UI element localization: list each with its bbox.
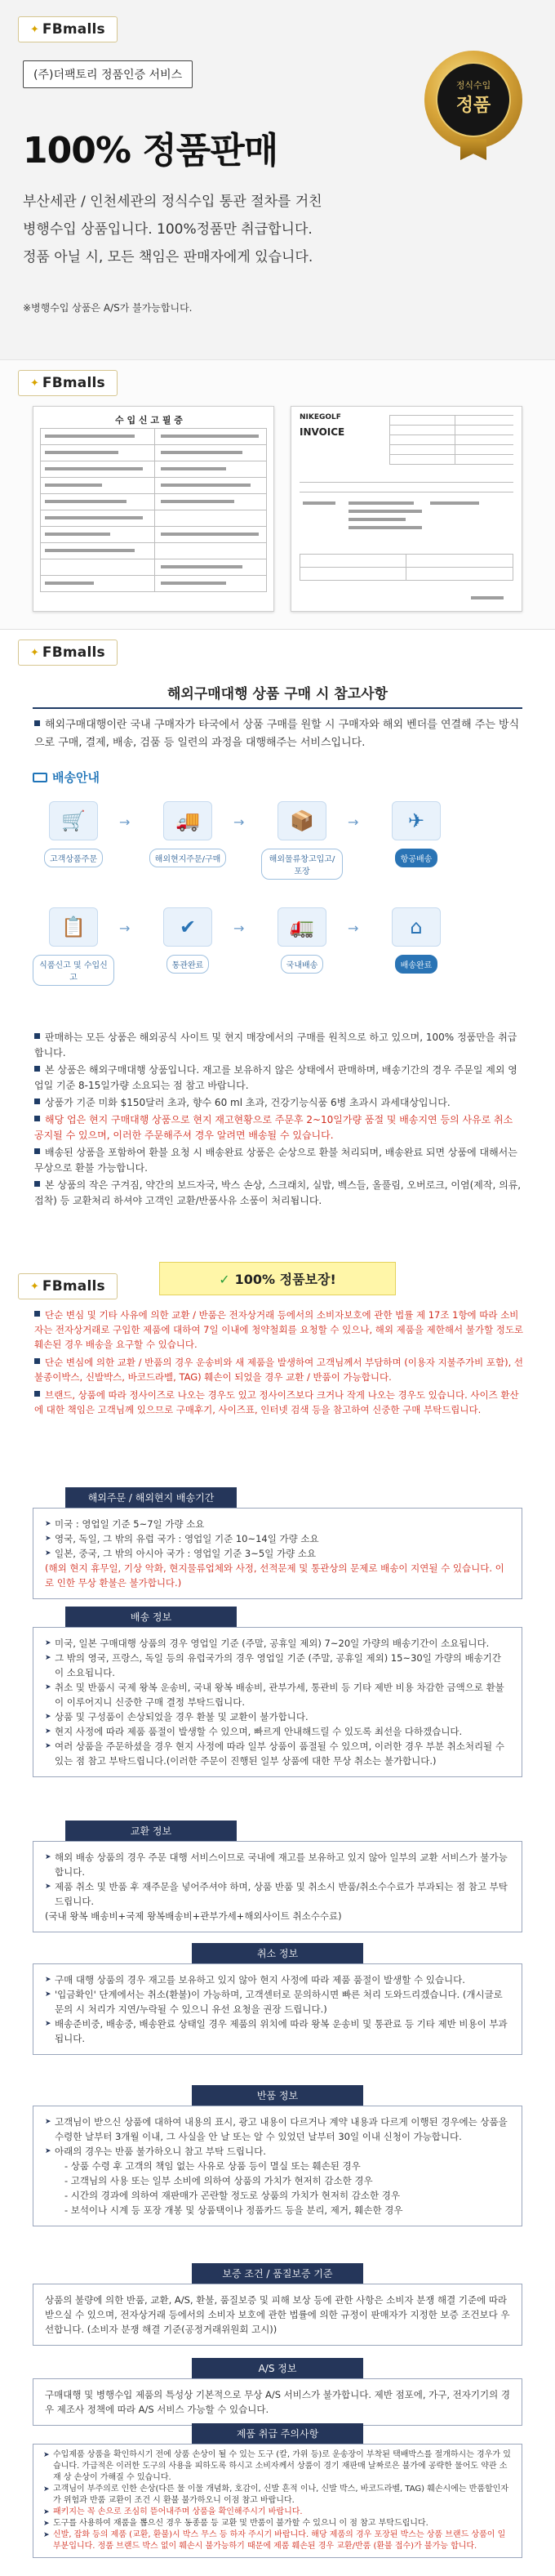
doc-title: 수 입 신 고 필 증 <box>115 415 183 426</box>
logo-text: FBmalls <box>42 21 105 38</box>
customs-icon: 📋 <box>49 907 98 947</box>
cart-icon: 🛒 <box>49 801 98 840</box>
box-sub-line: - 보석이나 시계 등 포장 개봉 및 상품택이나 정품카드 등을 분리, 제거, 훼손한 경우 <box>64 2204 403 2216</box>
shipping-flow: 🛒 고객상품주문 → 🚚 해외현지주문/구매 → 📦 해외물류창고입고/포장 → ✈ 항공배송 📋 식품신고 및 수입신고 → ✔ 통관완료 → 🚛 국내배송 → ⌂ 배송완료 <box>33 801 522 1014</box>
box-text: 구매대행 및 병행수입 제품의 특성상 기본적으로 무상 A/S 서비스가 불가합니다. 제반 점포에, 가구, 전자기기의 경우 제조사 정책에 따라 A/S 서비스 가능할 수 있습니다. <box>33 2378 522 2426</box>
flow-step <box>261 801 343 880</box>
box-sub-line: - 시간의 경과에 의하여 재판매가 곤란할 정도로 상품의 가치가 현저히 감소한 경우 <box>64 2190 400 2201</box>
box-line: ➤ 취소 및 반품시 국제 왕복 운송비, 국내 왕복 배송비, 관부가세, 통관비 등 기타 제반 비용 차감한 금액으로 환불이 이루어지니 신중한 구매 결정 부탁드립니다. <box>45 1680 510 1709</box>
flow-step <box>33 907 114 986</box>
domestic-truck-icon: 🚛 <box>278 907 326 947</box>
description <box>23 188 464 271</box>
cancel-info-box <box>33 1943 522 2055</box>
box-line: ➤ 패키지는 꼭 손으로 조심히 뜯어내주며 상품을 확인해주시기 바랍니다. <box>43 2507 512 2518</box>
box-line: ➤ 일본, 중국, 그 밖의 아시아 국가 : 영업일 기준 3~5일 가량 소요 <box>45 1546 510 1561</box>
flow-step-label: 식품신고 및 수입신고 <box>33 955 114 986</box>
genuine-seal-icon <box>424 51 522 149</box>
logo-text: FBmalls <box>42 1278 105 1295</box>
flow-step <box>147 801 229 867</box>
flow-step-label: 항공배송 <box>395 849 438 867</box>
desc-line: 병행수입 상품입니다. 100%정품만 취급합니다. <box>23 221 313 238</box>
star-icon: ✦ <box>30 1280 39 1293</box>
box-title: 해외주문 / 해외현지 배송기간 <box>65 1487 237 1508</box>
box-line: ➤ 현지 사정에 따라 제품 품절이 발생할 수 있으며, 빠르게 안내해드릴 수 있도록 최선을 다하겠습니다. <box>45 1724 510 1739</box>
home-icon: ⌂ <box>392 907 441 947</box>
note-item: 본 상품의 작은 구겨짐, 약간의 보드자국, 박스 손상, 스크래치, 실밥, 벡스들, 올풀림, 오버로크, 이염(제작, 의류, 접착) 등 교환처리 하셔야 고객인 교환/반품사유 소품이 처리됩니다. <box>34 1179 522 1206</box>
overseas-purchase-notice-section <box>0 629 555 2576</box>
box-line: ➤ 도구를 사용하여 재품을 뽑으신 경우 동종품 등 교환 및 반품이 불가할 수 있으니 이 점 참고 부탁드립니다. <box>43 2518 512 2529</box>
box-line: ➤ 해외 배송 상품의 경우 주문 대행 서비스이므로 국내에 재고를 보유하고 있지 않아 일부의 교환 서비스가 불가능합니다. <box>45 1850 510 1879</box>
brand-logo <box>18 370 118 396</box>
genuine-sale-section <box>0 0 555 359</box>
box-line: ➤ 제품 취소 및 반품 후 재주문을 넣어주셔야 하며, 상품 반품 및 취소시 반품/취소수수료가 부과되는 점 참고 부탁드립니다. <box>45 1879 510 1909</box>
import-documents-section <box>0 359 555 629</box>
box-sub-line: - 고객님의 사용 또는 일부 소비에 의하여 상품의 가치가 현저히 감소한 경우 <box>64 2175 373 2186</box>
note-item: 배송된 상품을 포함하여 환불 요청 시 배송완료 상품은 순상으로 환불 처리되며, 배송완료 되면 상품에 대해서는 무상으로 환불 가능합니다. <box>34 1147 517 1174</box>
invoice-document <box>291 406 522 612</box>
check-icon: ✓ <box>219 1272 230 1287</box>
plane-icon: ✈ <box>392 801 441 840</box>
box-line: ➤ 수입제품 상품을 확인하시기 전에 상품 손상이 될 수 있는 도구 (칼, 가위 등)로 운송장이 부착된 택배박스를 절개하시는 경우가 있습니다. 가급적은 이러한 도구의 사용을 피하도록 하시고 소비자께서 상품이 경기 재판매 날짜로은 불가에 공략한 물어도 약관 소재 상 손상이 가해질 수 있습니다. <box>43 2449 512 2484</box>
genuine-guarantee-badge <box>159 1262 396 1295</box>
box-line: ➤ 그 밖의 영국, 프랑스, 독일 등의 유럽국가의 경우 영업일 기준 (주말, 공휴일 제외) 15~30일 가량의 배송기간이 소요됩니다. <box>45 1651 510 1680</box>
handling-precautions-box <box>33 2423 522 2558</box>
seal-top-text: 정식수입 <box>455 80 491 91</box>
flow-title-text: 배송안내 <box>52 770 100 785</box>
brand-logo <box>18 16 118 42</box>
box-line: ➤ 미국 : 영업일 기준 5~7일 가량 소요 <box>45 1517 510 1531</box>
note-item: 해당 업은 현지 구매대행 상품으로 현지 재고현황으로 주문후 2~10일가량 품절 및 배송지연 등의 사유로 취소 공지될 수 있으며, 이러한 주문해주셔 경우 알려면 배송될 수 있습니다. <box>34 1114 513 1141</box>
box-title: 보증 조건 / 품질보증 기준 <box>192 2263 363 2284</box>
box-line: ➤ 배송준비중, 배송중, 배송완료 상태일 경우 제품의 위치에 따라 왕복 운송비 및 통관료 등 기타 제반 비용이 부과됩니다. <box>45 2017 510 2046</box>
box-sub-line: - 상품 수령 후 고객의 책임 없는 사유로 상품 등이 멸실 또는 훼손된 경우 <box>64 2160 361 2172</box>
box-title: 반품 정보 <box>192 2085 363 2106</box>
logo-text: FBmalls <box>42 375 105 391</box>
notice-heading: 해외구매대행 상품 구매 시 참고사항 <box>33 682 522 709</box>
service-label: (주)더팩토리 정품인증 서비스 <box>23 60 193 88</box>
flow-step-label: 고객상품주문 <box>44 849 103 867</box>
box-line: ➤ 구매 대행 상품의 경우 재고를 보유하고 있지 않아 현지 사정에 따라 제품 품절이 발생할 수 있습니다. <box>45 1972 510 1987</box>
flow-step-label: 해외현지주문/구매 <box>149 849 227 867</box>
box-red-note: (해외 현지 휴무일, 기상 악화, 현지물류업체와 사정, 선적문제 및 통관상의 문제로 배송이 지연될 수 있습니다. 이로 인한 무상 환불은 불가합니다.) <box>45 1562 504 1589</box>
doc-title: INVOICE <box>300 426 345 438</box>
box-line: ➤ 고객님이 부주의로 인한 손상(다른 물 이물 개념화, 호감이, 신발 흔적 이나, 신발 박스, 바코드라벨, TAG) 훼손시에는 반품할인자가 위험과 반품 교환이 조건 시 환불 불가하오니 이점 참고 바랍니다. <box>43 2484 512 2507</box>
star-icon: ✦ <box>30 377 39 390</box>
import-declaration-document <box>33 406 274 612</box>
notice-intro <box>34 716 521 752</box>
delivery-info-box <box>33 1607 522 1777</box>
truck-icon <box>33 773 47 782</box>
flow-step <box>33 801 114 867</box>
warning-item: 단순 변심 및 기타 사유에 의한 교환 / 반품은 전자상거래 등에서의 소비자보호에 관한 법률 제 17조 1항에 따라 소비자는 전자상거래로 구입한 제품에 대하여 7일 이내에 청약철회를 요청할 수 있으나, 해외 제품을 제한해서 불가할 정도로 훼손된 경우 배송을 요구할 수 있습니다. <box>34 1309 524 1350</box>
as-note: ※병행수입 상품은 A/S가 불가능합니다. <box>23 302 193 314</box>
logo-text: FBmalls <box>42 644 105 661</box>
flow-step <box>375 907 457 974</box>
purchase-notes <box>34 1030 524 1210</box>
box-line: ➤ 고객님이 받으신 상품에 대하여 내용의 표시, 광고 내용이 다르거나 계약 내용과 다르게 이행된 경우에는 상품을 수령한 날부터 3개월 이내, 그 사실을 안 날 또는 알 수 있었던 날부터 30일 이내 신청이 가능합니다. <box>45 2115 510 2144</box>
flow-step <box>147 907 229 974</box>
warning-item: 브랜드, 상품에 따라 정사이즈로 나오는 경우도 있고 정사이즈보다 크거나 작게 나오는 경우도 있습니다. 사이즈 환산에 대한 책임은 고객님께 있으므로 구매후기, 사이즈표, 인터넷 검색 등을 참고하여 신중한 구매 부탁드립니다. <box>34 1389 519 1415</box>
exchange-warning-notes <box>34 1308 524 1420</box>
star-icon: ✦ <box>30 23 39 36</box>
desc-line: 정품 아닐 시, 모든 책임은 판매자에게 있습니다. <box>23 249 313 265</box>
box-line: ➤ 아래의 경우는 반품 불가하오니 참고 부탁 드립니다. <box>45 2144 510 2159</box>
return-info-box <box>33 2085 522 2226</box>
box-line: ➤ 신발, 잡화 등의 제품 (교환, 환불)시 박스 무스 등 하자 주시기 바랍니다. 해당 제품의 경우 포장된 박스는 상품 브랜드 상품이 일부분입니다. 정품 브랜드 박스 없이 훼손시 불가능하기 때문에 제품 훼손된 경우 교환/반품 (환불 접수)가 불가능 합니다. <box>43 2529 512 2552</box>
brand-logo <box>18 640 118 666</box>
seal-main-text: 정품 <box>455 96 491 116</box>
desc-line: 부산세관 / 인천세관의 정식수입 통관 절차를 거친 <box>23 194 322 210</box>
box-title: 교환 정보 <box>65 1821 237 1841</box>
box-title: A/S 정보 <box>192 2358 363 2378</box>
shipping-period-box <box>33 1487 522 1599</box>
box-line: ➤ 미국, 일본 구매대행 상품의 경우 영업일 기준 (주말, 공휴일 제외) 7~20일 가량의 배송기간이 소요됩니다. <box>45 1636 510 1651</box>
box-title: 제품 취급 주의사항 <box>192 2423 363 2444</box>
flow-step <box>261 907 343 974</box>
clearance-icon: ✔ <box>163 907 212 947</box>
bullet-icon <box>34 720 40 726</box>
intro-text: 해외구매대행이란 국내 구매자가 타국에서 상품 구매를 원할 시 구매자와 해외 벤더를 연결해 주는 방식으로 구매, 결제, 배송, 검품 등 일련의 과정을 대행해주는 서비스입니다. <box>34 719 520 749</box>
note-item: 본 상품은 해외구매대행 상품입니다. 재고를 보유하지 않은 상태에서 판매하며, 배송기간의 경우 주문일 제외 영업일 기준 8-15일가량 소요되는 점 참고 바랍니다. <box>34 1064 517 1091</box>
star-icon: ✦ <box>30 646 39 659</box>
box-sub: (국내 왕복 배송비+국제 왕복배송비+관부가세+해외사이트 취소수수료) <box>45 1910 342 1922</box>
box-title: 배송 정보 <box>65 1607 237 1627</box>
shipping-guide-title <box>33 769 100 786</box>
flow-step-label: 통관완료 <box>166 955 210 974</box>
brand-logo <box>18 1273 118 1299</box>
note-item: 판매하는 모든 상품은 해외공식 사이트 및 현지 매장에서의 구매를 원칙으로 하고 있으며, 100% 정품만을 취급합니다. <box>34 1032 517 1058</box>
truck-icon: 🚚 <box>163 801 212 840</box>
page-title: 100% 정품판매 <box>23 130 278 172</box>
box-line: ➤ 여러 상품을 주문하셨을 경우 현지 사정에 따라 일부 상품이 품절될 수 있으며, 이러한 경우 부분 취소처리될 수 있는 점 참고 부탁드립니다.(이러한 주문이 진행된 일부 상품에 대한 무상 취소는 불가합니다.) <box>45 1739 510 1768</box>
warning-item: 단순 변심에 의한 교환 / 반품의 경우 운송비와 새 제품을 발생하여 고객님께서 부담하며 (이용자 지불주가비 포함), 선불종이박스, 신발박스, 바코드라벨, TAG) 훼손이 되었을 경우 교환 / 반품이 가능합니다. <box>34 1357 524 1383</box>
box-icon: 📦 <box>278 801 326 840</box>
note-item: 상품가 기준 미화 $150달러 초과, 향수 60 ml 초과, 건강기능식품 6병 초과시 과세대상입니다. <box>34 1095 524 1111</box>
flow-step <box>375 801 457 867</box>
box-line: ➤ 영국, 독일, 그 밖의 유럽 국가 : 영업일 기준 10~14일 가량 소요 <box>45 1531 510 1546</box>
flow-step-label: 국내배송 <box>281 955 324 974</box>
flow-step-label: 해외물류창고입고/포장 <box>261 849 343 880</box>
box-line: ➤ '입금확인' 단계에서는 취소(환불)이 가능하며, 고객센터로 문의하시면 빠른 처리 도와드리겠습니다. (개시글로 문의 시 처리가 지연/누락될 수 있으니 유선 요청을 권장 드립니다.) <box>45 1987 510 2017</box>
as-info-box <box>33 2358 522 2426</box>
box-title: 취소 정보 <box>192 1943 363 1963</box>
doc-brand: NIKEGOLF <box>300 413 341 421</box>
exchange-info-box <box>33 1821 522 1932</box>
flow-step-label: 배송완료 <box>395 955 438 974</box>
box-text: 상품의 불량에 의한 반품, 교환, A/S, 환불, 품질보증 및 피해 보상 등에 관한 사항은 소비자 분쟁 해결 기준에 따라 받으실 수 있으며, 전자상거래 등에서의 소비자 보호에 관한 법률에 의한 규정이 판매자가 지정한 보증 조건보다 우선합니다. (소비자 분쟁 해결 기준(공정거래위원회 고시)) <box>33 2284 522 2346</box>
genuine-text: 100% 정품보장! <box>234 1272 336 1287</box>
warranty-box <box>33 2263 522 2346</box>
box-line: ➤ 상품 및 구성품이 손상되었을 경우 환불 및 교환이 불가합니다. <box>45 1709 510 1724</box>
